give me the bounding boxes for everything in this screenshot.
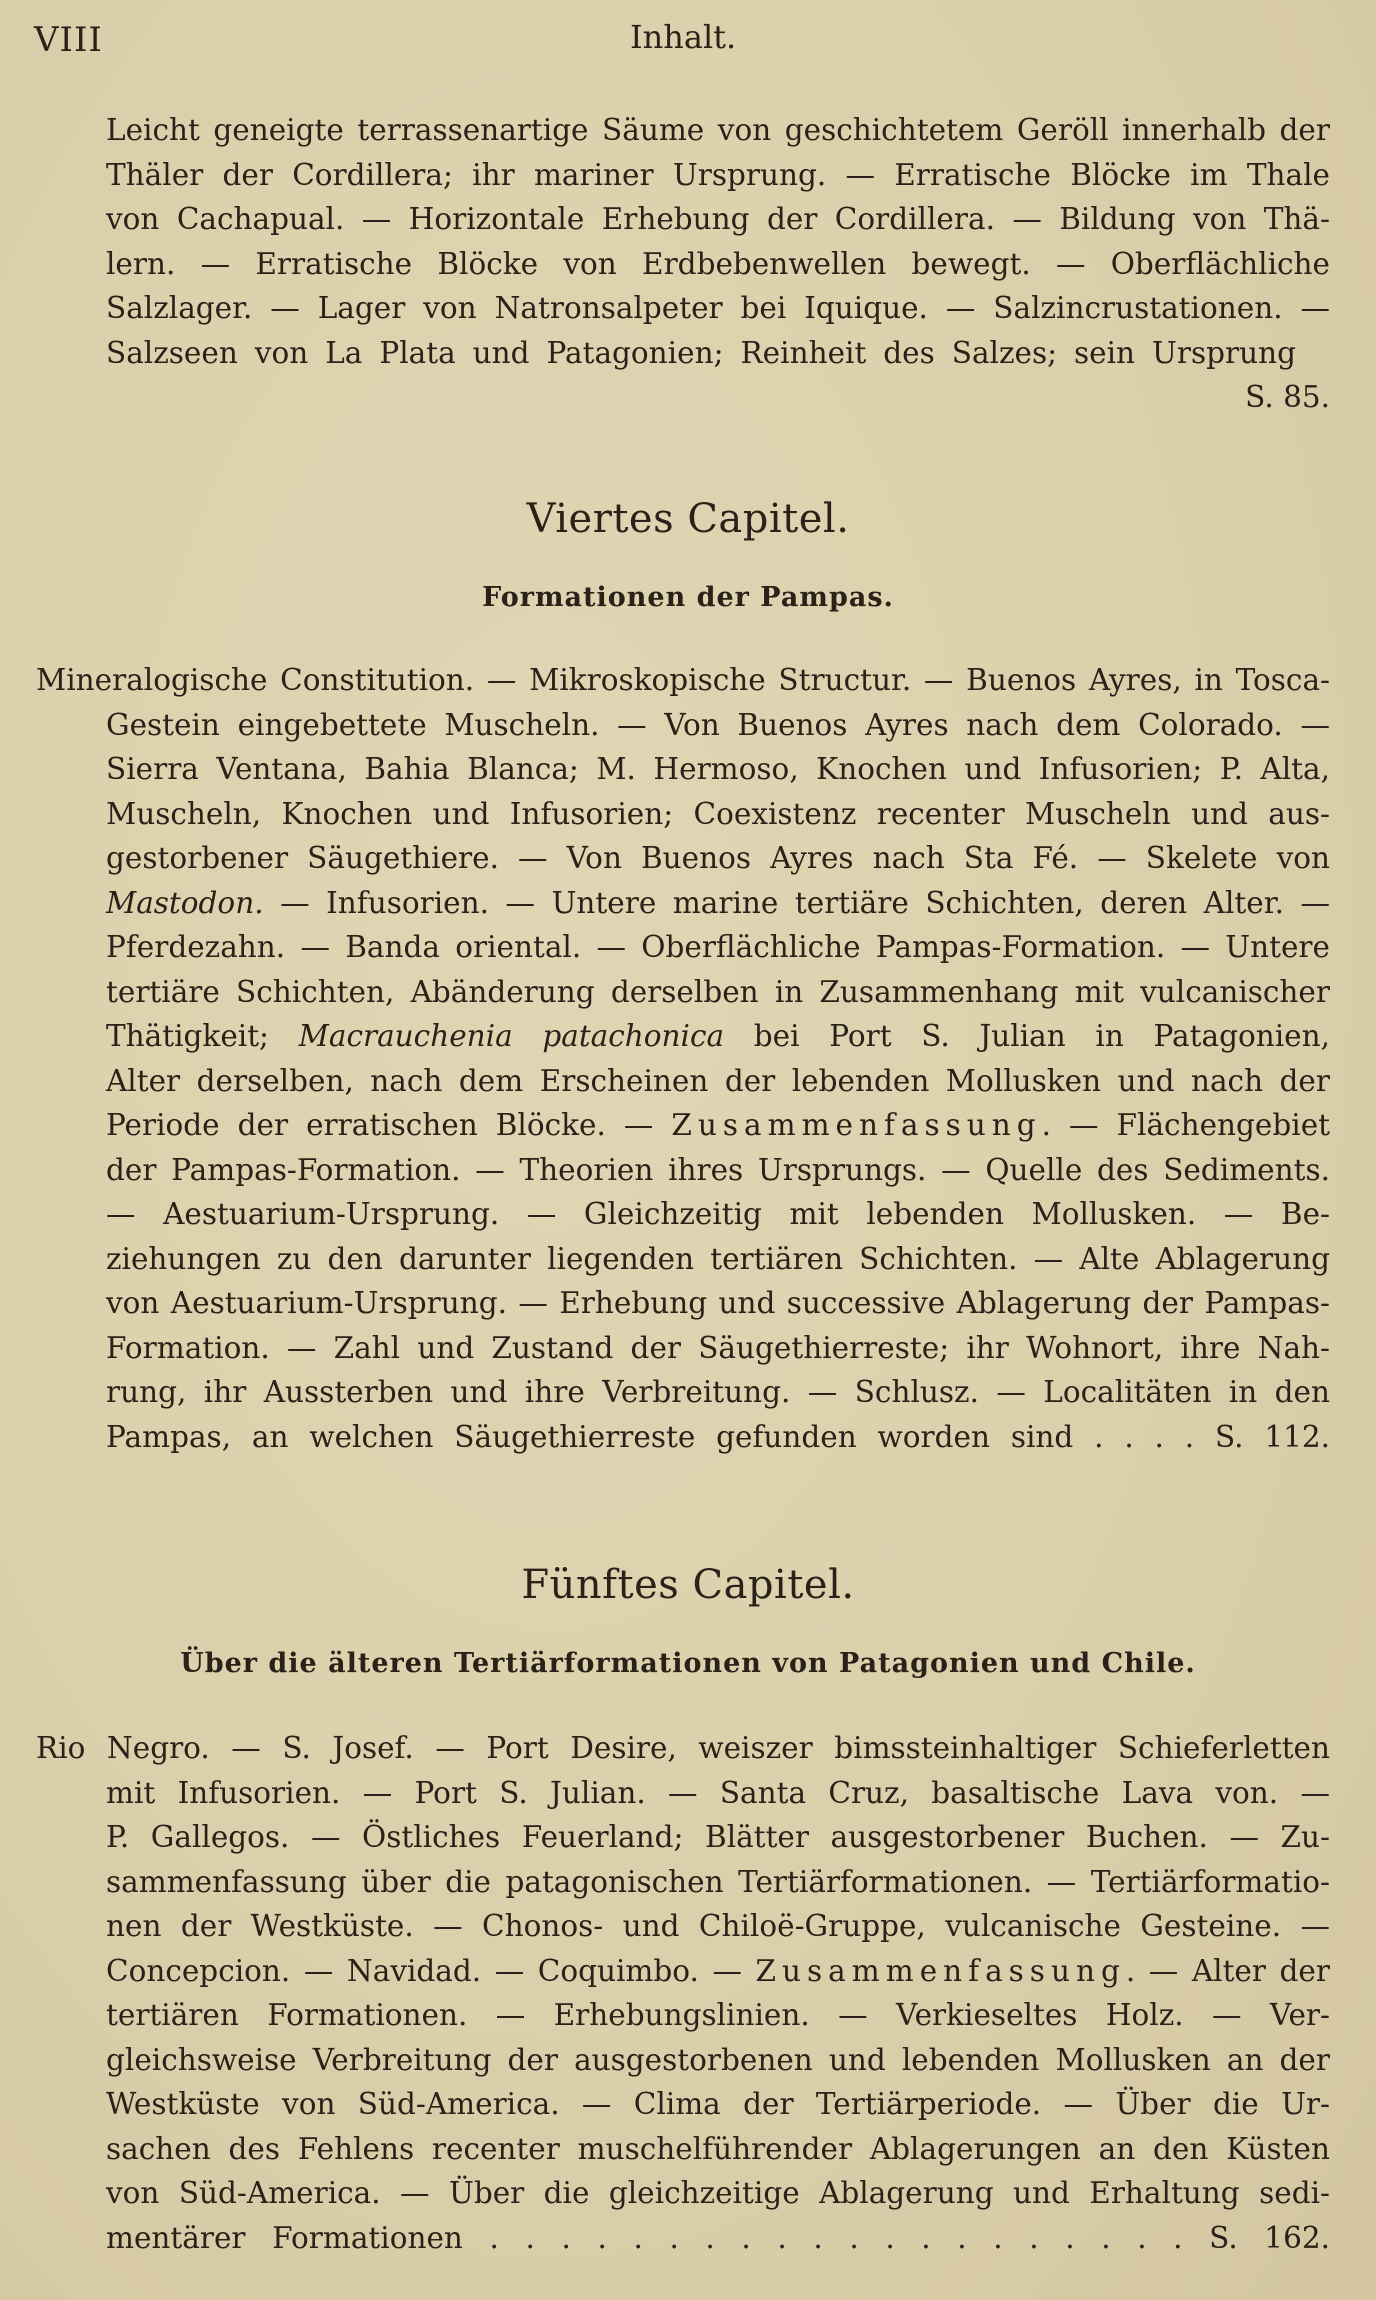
text-line: Leicht geneigte terrassenartige Säume von geschichtetem Geröll innerhalb der	[106, 113, 1330, 147]
text-line: sammenfassung über die patagonischen Tertiärformationen. — Tertiärformatio-	[106, 1864, 1330, 1899]
text-line: von Aestuarium-Ursprung. — Erhebung und successive Ablagerung der Pampas-	[106, 1286, 1330, 1320]
chapter-5-subtitle: Über die älteren Tertiärformationen von Patagonien und Chile.	[180, 1648, 1196, 1679]
text-line: Concepcion. — Navidad. — Coquimbo. — Zusammenfassung. — Alter der	[106, 1953, 1330, 1988]
text-line: der Pampas-Formation. — Theorien ihres Ursprungs. — Quelle des Sediments.	[106, 1152, 1330, 1187]
chapter-4-title: Viertes Capitel.	[526, 496, 850, 542]
text-line: rung, ihr Aussterben und ihre Verbreitung. — Schlusz. — Localitäten in den	[106, 1375, 1330, 1409]
text-line: sachen des Fehlens recenter muschelführender Ablagerungen an den Küsten	[106, 2131, 1330, 2166]
text-line: von Cachapual. — Horizontale Erhebung der Cordillera. — Bildung von Thä-	[106, 202, 1330, 236]
text-line: mentärer Formationen . . . . . . . . . . . . . . . . . . . . S. 162.	[106, 2220, 1330, 2255]
text-line: Muscheln, Knochen und Infusorien; Coexistenz recenter Muscheln und aus-	[106, 796, 1330, 831]
text-line: tertiären Formationen. — Erhebungslinien. — Verkieseltes Holz. — Ver-	[106, 1998, 1330, 2032]
text-line: Salzseen von La Plata und Patagonien; Reinheit des Salzes; sein Ursprung	[106, 335, 1296, 370]
intro-summary	[106, 108, 1330, 420]
text-line: von Süd-America. — Über die gleichzeitige Ablagerung und Erhaltung sedi-	[106, 2176, 1330, 2210]
running-title: Inhalt.	[630, 18, 737, 56]
text-line: Thätigkeit; Macrauchenia patachonica bei Port S. Julian in Patagonien,	[106, 1019, 1330, 1053]
page-reference: S. 85.	[1245, 380, 1330, 414]
text-line: Rio Negro. — S. Josef. — Port Desire, weiszer bimssteinhaltiger Schieferletten	[36, 1731, 1330, 1765]
chapter-4-subtitle: Formationen der Pampas.	[482, 582, 894, 613]
text-line: — Aestuarium-Ursprung. — Gleichzeitig mit lebenden Mollusken. — Be-	[106, 1197, 1330, 1231]
text-line: Salzlager. — Lager von Natronsalpeter bei Iquique. — Salzincrustationen. —	[106, 291, 1330, 325]
text-line: Periode der erratischen Blöcke. — Zusammenfassung. — Flächengebiet	[106, 1108, 1331, 1142]
text-line: gleichsweise Verbreitung der ausgestorbenen und lebenden Mollusken an der	[106, 2042, 1330, 2077]
text-line: Pferdezahn. — Banda oriental. — Oberflächliche Pampas-Formation. — Untere	[106, 930, 1330, 964]
text-line: Mastodon. — Infusorien. — Untere marine tertiäre Schichten, deren Alter. —	[106, 885, 1330, 920]
chapter-4-summary	[36, 658, 1331, 1459]
text-line: Thäler der Cordillera; ihr mariner Ursprung. — Erratische Blöcke im Thale	[106, 157, 1330, 192]
text-line: gestorbener Säugethiere. — Von Buenos Ayres nach Sta Fé. — Skelete von	[106, 841, 1330, 875]
page-number: VIII	[34, 20, 103, 60]
text-line: tertiäre Schichten, Abänderung derselben in Zusammenhang mit vulcanischer	[106, 974, 1330, 1009]
text-line: P. Gallegos. — Östliches Feuerland; Blätter ausgestorbener Buchen. — Zu-	[106, 1820, 1330, 1854]
text-line: Mineralogische Constitution. — Mikroskopische Structur. — Buenos Ayres, in Tosca-	[36, 663, 1330, 697]
text-line: Westküste von Süd-America. — Clima der Tertiärperiode. — Über die Ur-	[106, 2087, 1330, 2121]
chapter-5-title: Fünftes Capitel.	[521, 1562, 855, 1608]
text-line: nen der Westküste. — Chonos- und Chiloë-Gruppe, vulcanische Gesteine. —	[106, 1909, 1330, 1943]
text-line: ziehungen zu den darunter liegenden tertiären Schichten. — Alte Ablagerung	[106, 1241, 1330, 1276]
text-line: Sierra Ventana, Bahia Blanca; M. Hermoso, Knochen und Infusorien; P. Alta,	[106, 752, 1330, 786]
text-line: Alter derselben, nach dem Erscheinen der lebenden Mollusken und nach der	[106, 1063, 1330, 1098]
text-line: mit Infusorien. — Port S. Julian. — Santa Cruz, basaltische Lava von. —	[106, 1775, 1330, 1810]
text-line: lern. — Erratische Blöcke von Erdbebenwellen bewegt. — Oberflächliche	[106, 246, 1330, 281]
text-line: Formation. — Zahl und Zustand der Säugethierreste; ihr Wohnort, ihre Nah-	[106, 1330, 1330, 1365]
text-line: Gestein eingebettete Muscheln. — Von Buenos Ayres nach dem Colorado. —	[106, 707, 1330, 742]
text-line: Pampas, an welchen Säugethierreste gefunden worden sind . . . . S. 112.	[106, 1419, 1330, 1454]
chapter-5-summary	[36, 1726, 1330, 2260]
